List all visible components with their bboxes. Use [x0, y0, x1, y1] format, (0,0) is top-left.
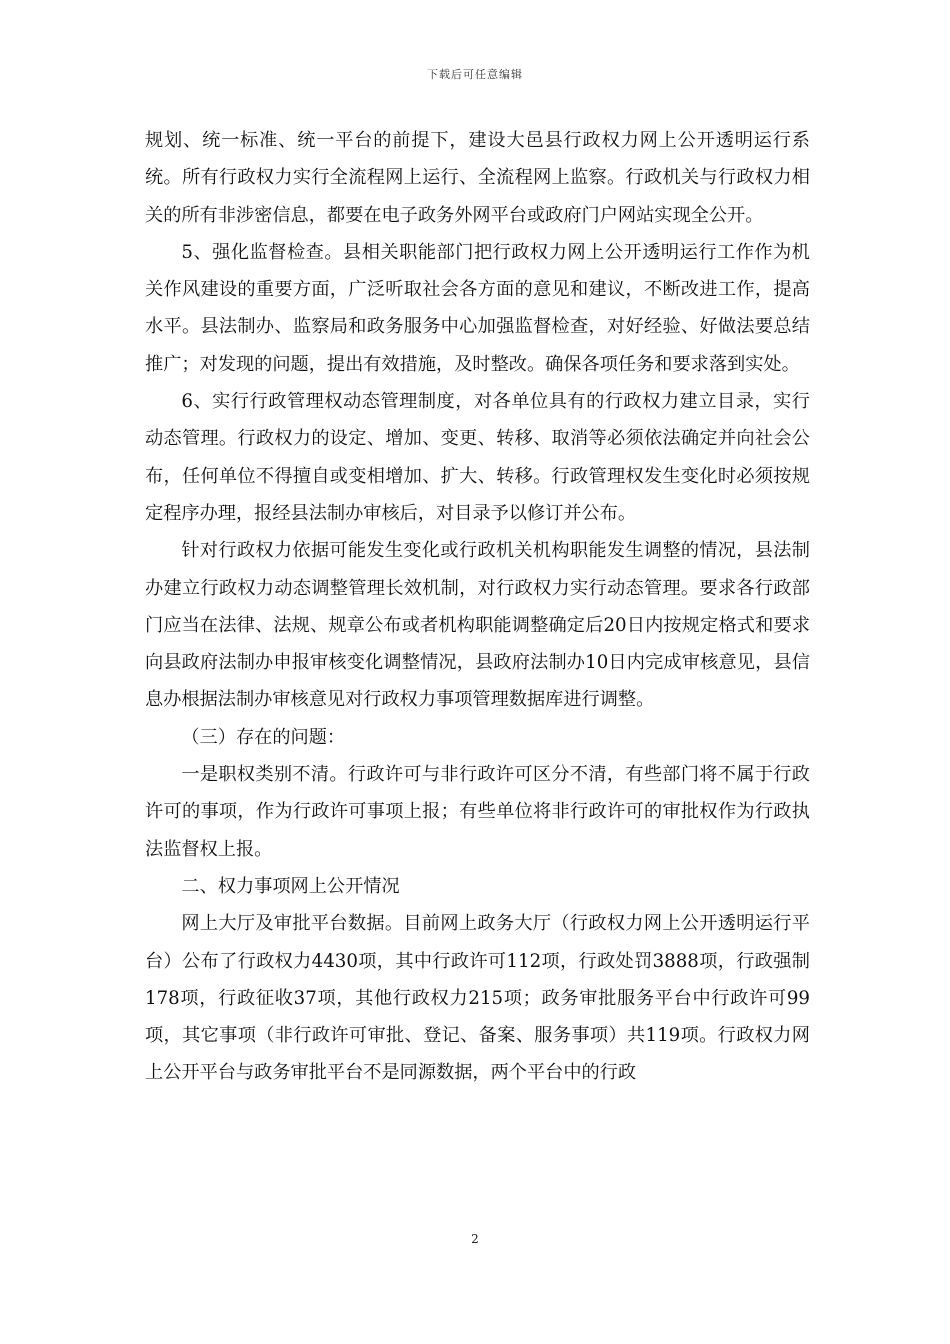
page-number: 2 — [471, 1232, 479, 1246]
paragraph-platform-data: 网上大厅及审批平台数据。目前网上政务大厅（行政权力网上公开透明运行平台）公布了行政权力4430项，其中行政许可112项，行政处罚3888项，行政强制178项，行政征收37项，其他行政权力215项；政务审批服务平台中行政许可99项，其它事项（非行政许可审批、登记、备案、服务事项）共119项。行政权力网上公开平台与政务审批平台不是同源数据，两个平台中的行政 — [145, 913, 810, 1084]
section-heading-problems: （三）存在的问题： — [181, 726, 346, 748]
paragraph-adjustment-mechanism: 针对行政权力依据可能发生变化或行政机关机构职能发生调整的情况，县法制办建立行政权力动态调整管理长效机制，对行政权力实行动态管理。要求各行政部门应当在法律、法规、规章公布或者机构职能调整确定后20日内按规定格式和要求向县政府法制办申报审核变化调整情况，县政府法制办10日内完成审核意见，县信息办根据法制办审核意见对行政权力事项管理数据库进行调整。 — [145, 540, 810, 711]
section-heading-online-disclosure: 二、权力事项网上公开情况 — [181, 875, 400, 897]
page-header: 下载后可任意编辑 — [427, 68, 523, 81]
paragraph-supervision: 5、强化监督检查。县相关职能部门把行政权力网上公开透明运行工作作为机关作风建设的重要方面，广泛听取社会各方面的意见和建议，不断改进工作，提高水平。县法制办、监察局和政务服务中心加强监督检查，对好经验、好做法要总结推广；对发现的问题，提出有效措施，及时整改。确保各项任务和要求落到实处。 — [145, 241, 810, 375]
paragraph-dynamic-management: 6、实行行政管理权动态管理制度，对各单位具有的行政权力建立目录，实行动态管理。行政权力的设定、增加、变更、转移、取消等必须依法确定并向社会公布，任何单位不得擅自或变相增加、扩大、转移。行政管理权发生变化时必须按规定程序办理，报经县法制办审核后，对目录予以修订并公布。 — [145, 391, 810, 524]
paragraph-problem-one: 一是职权类别不清。行政许可与非行政许可区分不清，有些部门将不属于行政许可的事项，作为行政许可事项上报；有些单位将非行政许可的审批权作为行政执法监督权上报。 — [145, 764, 810, 860]
document-body — [145, 122, 810, 1092]
paragraph-continuation: 规划、统一标准、统一平台的前提下，建设大邑县行政权力网上公开透明运行系统。所有行政权力实行全流程网上运行、全流程网上监察。行政机关与行政权力相关的所有非涉密信息，都要在电子政务外网平台或政府门户网站实现全公开。 — [145, 130, 810, 226]
